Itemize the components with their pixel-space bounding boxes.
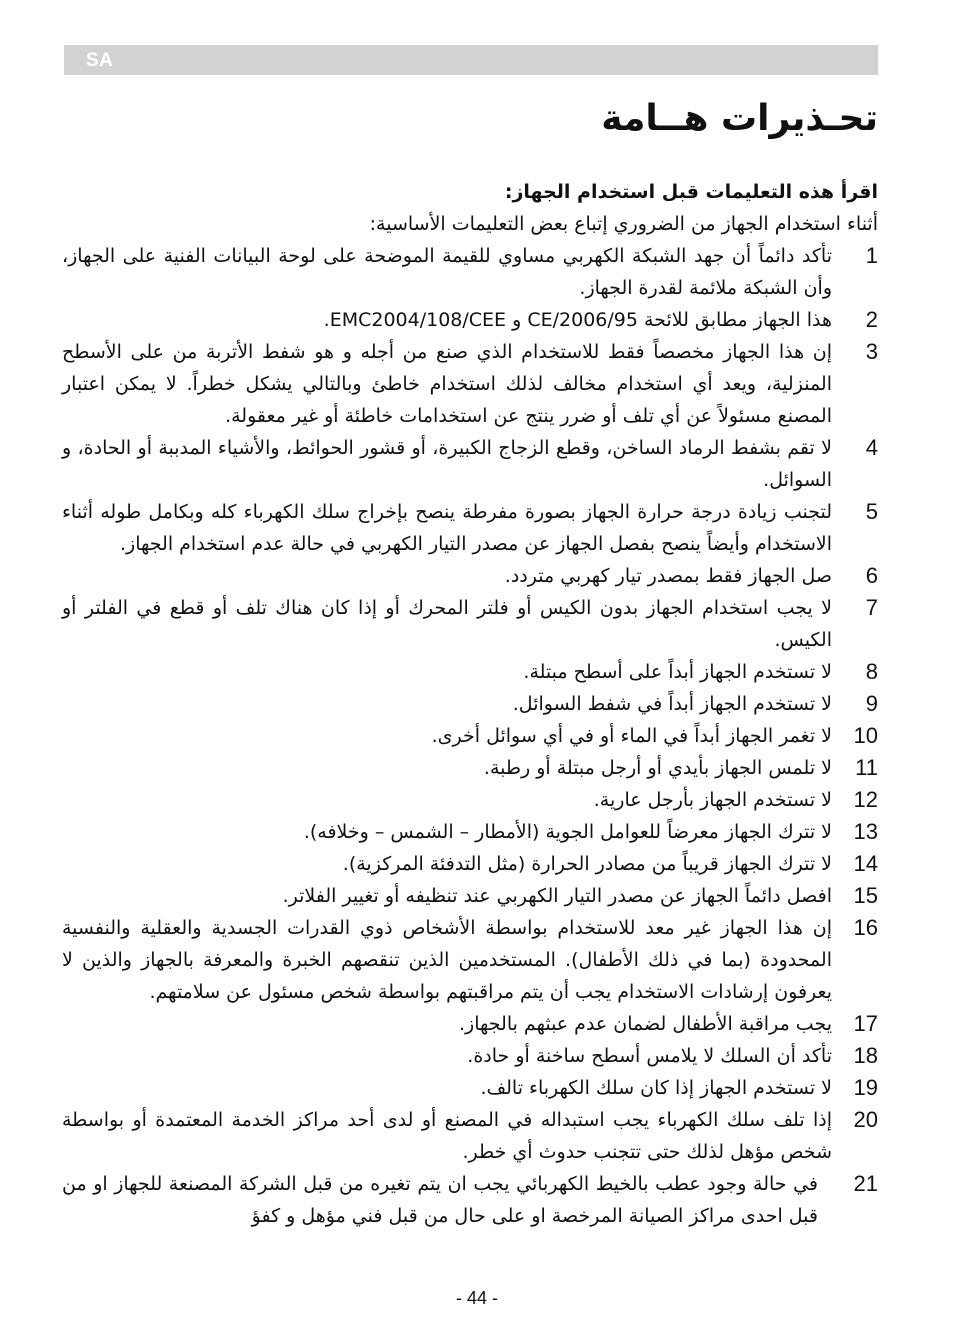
warning-number: 9 bbox=[865, 691, 878, 716]
intro-heading: اقرأ هذه التعليمات قبل استخدام الجهاز: bbox=[504, 181, 878, 203]
warning-item bbox=[62, 1072, 878, 1104]
warning-number: 21 bbox=[853, 1171, 878, 1196]
warning-text: لا تستخدم الجهاز بأرجل عارية. bbox=[593, 789, 832, 811]
warning-text: لا تستخدم الجهاز أبداً على أسطح مبتلة. bbox=[523, 661, 832, 683]
warning-number: 16 bbox=[853, 915, 878, 940]
warning-number: 20 bbox=[853, 1107, 878, 1132]
warning-item bbox=[62, 240, 878, 304]
warning-text: هذا الجهاز مطابق للائحة CE/2006/95 و EMC2004/108/CEE. bbox=[323, 309, 832, 331]
warning-number: 15 bbox=[853, 883, 878, 908]
warning-text: لا تترك الجهاز قريباً من مصادر الحرارة (مثل التدفئة المركزية). bbox=[342, 853, 832, 875]
warning-number: 13 bbox=[853, 819, 878, 844]
warning-number: 7 bbox=[865, 595, 878, 620]
warning-text: صل الجهاز فقط بمصدر تيار كهربي متردد. bbox=[504, 565, 832, 587]
warning-number: 1 bbox=[865, 243, 878, 268]
warning-item bbox=[62, 1104, 878, 1168]
warning-number: 10 bbox=[853, 723, 878, 748]
warning-text: لا يجب استخدام الجهاز بدون الكيس أو فلتر المحرك أو إذا كان هناك تلف أو قطع في الفلتر أو الكيس. bbox=[62, 597, 832, 651]
warnings-section bbox=[62, 176, 878, 1232]
warning-text: افصل دائماً الجهاز عن مصدر التيار الكهربي عند تنظيفه أو تغيير الفلاتر. bbox=[282, 885, 832, 907]
warning-item bbox=[62, 912, 878, 1008]
warning-item bbox=[62, 1168, 878, 1232]
language-header-bar bbox=[64, 45, 878, 75]
warning-text: لا تستخدم الجهاز إذا كان سلك الكهرباء تالف. bbox=[480, 1077, 832, 1099]
warning-number: 19 bbox=[853, 1075, 878, 1100]
warning-text: لتجنب زيادة درجة حرارة الجهاز بصورة مفرطة ينصح بإخراج سلك الكهرباء كله وبكامل طوله أثناء الاستخدام وأيضاً ينصح بفصل الجهاز عن مصدر التيار الكهربي في حالة عدم استخدام الجهاز. bbox=[62, 501, 832, 555]
warning-number: 4 bbox=[865, 435, 878, 460]
warning-item bbox=[62, 336, 878, 432]
warning-text: لا تلمس الجهاز بأيدي أو أرجل مبتلة أو رطبة. bbox=[483, 757, 832, 779]
warning-text: إن هذا الجهاز مخصصاً فقط للاستخدام الذي صنع من أجله و هو شفط الأتربة من على الأسطح المنزلية، ويعد أي استخدام مخالف لذلك استخدام خاطئ وبالتالي يشكل خطراً. لا يمكن اعتبار المصنع مسئولاً عن أي تلف أو ضرر ينتج عن استخدامات خاطئة أو غير معقولة. bbox=[62, 341, 832, 427]
warning-number: 12 bbox=[853, 787, 878, 812]
warning-item bbox=[62, 432, 878, 496]
warning-text: لا تستخدم الجهاز أبداً في شفط السوائل. bbox=[512, 693, 832, 715]
warning-item bbox=[62, 592, 878, 656]
warning-text: في حالة وجود عطب بالخيط الكهربائي يجب ان يتم تغيره من قبل الشركة المصنعة للجهاز او من قبل احدى مراكز الصيانة المرخصة او على حال من قبل فني مؤهل و كفؤ bbox=[62, 1173, 818, 1227]
warning-item bbox=[62, 848, 878, 880]
warning-number: 14 bbox=[853, 851, 878, 876]
warning-item bbox=[62, 688, 878, 720]
intro-text: أثناء استخدام الجهاز من الضروري إتباع بعض التعليمات الأساسية: bbox=[369, 213, 878, 235]
warning-item bbox=[62, 880, 878, 912]
warning-item bbox=[62, 816, 878, 848]
warning-number: 18 bbox=[853, 1043, 878, 1068]
warning-number: 8 bbox=[865, 659, 878, 684]
warning-number: 11 bbox=[855, 755, 878, 780]
warning-item bbox=[62, 656, 878, 688]
page-title: تحـذيرات هــامة bbox=[601, 98, 878, 139]
language-code: SA bbox=[86, 50, 114, 71]
warning-item bbox=[62, 784, 878, 816]
warning-text: يجب مراقبة الأطفال لضمان عدم عبثهم بالجهاز. bbox=[459, 1013, 832, 1035]
warning-text: إذا تلف سلك الكهرباء يجب استبداله في المصنع أو لدى أحد مراكز الخدمة المعتمدة أو بواسطة شخص مؤهل لذلك حتى تتجنب حدوث أي خطر. bbox=[62, 1109, 832, 1163]
warning-text: لا تقم بشفط الرماد الساخن، وقطع الزجاج الكبيرة، أو قشور الحوائط، والأشياء المدببة أو الحادة، و السوائل. bbox=[62, 437, 832, 491]
warning-item bbox=[62, 1040, 878, 1072]
warning-item bbox=[62, 304, 878, 336]
warning-number: 2 bbox=[865, 307, 878, 332]
warnings-list bbox=[62, 240, 878, 1232]
warning-item bbox=[62, 720, 878, 752]
warning-text: لا تغمر الجهاز أبداً في الماء أو في أي سوائل أخرى. bbox=[431, 725, 832, 747]
warning-number: 6 bbox=[865, 563, 878, 588]
warning-text: تأكد دائماً أن جهد الشبكة الكهربي مساوي للقيمة الموضحة على لوحة البيانات الفنية على الجهاز، وأن الشبكة ملائمة لقدرة الجهاز. bbox=[62, 245, 832, 299]
warning-number: 5 bbox=[865, 499, 878, 524]
warning-item bbox=[62, 752, 878, 784]
warning-text: تأكد أن السلك لا يلامس أسطح ساخنة أو حادة. bbox=[467, 1045, 832, 1067]
warning-item bbox=[62, 560, 878, 592]
warning-text: لا تترك الجهاز معرضاً للعوامل الجوية (الأمطار – الشمس – وخلافه). bbox=[303, 821, 832, 843]
warning-number: 17 bbox=[853, 1011, 878, 1036]
page-number: - 44 - bbox=[455, 1288, 498, 1308]
warning-item bbox=[62, 496, 878, 560]
warning-text: إن هذا الجهاز غير معد للاستخدام بواسطة الأشخاص ذوي القدرات الجسدية والعقلية والنفسية المحدودة (بما في ذلك الأطفال). المستخدمين الذين تنقصهم الخبرة والمعرفة بالجهاز والذين لا يعرفون إرشادات الاستخدام يجب أن يتم مراقبتهم بواسطة شخص مسئول عن سلامتهم. bbox=[62, 917, 832, 1003]
warning-item bbox=[62, 1008, 878, 1040]
warning-number: 3 bbox=[865, 339, 878, 364]
